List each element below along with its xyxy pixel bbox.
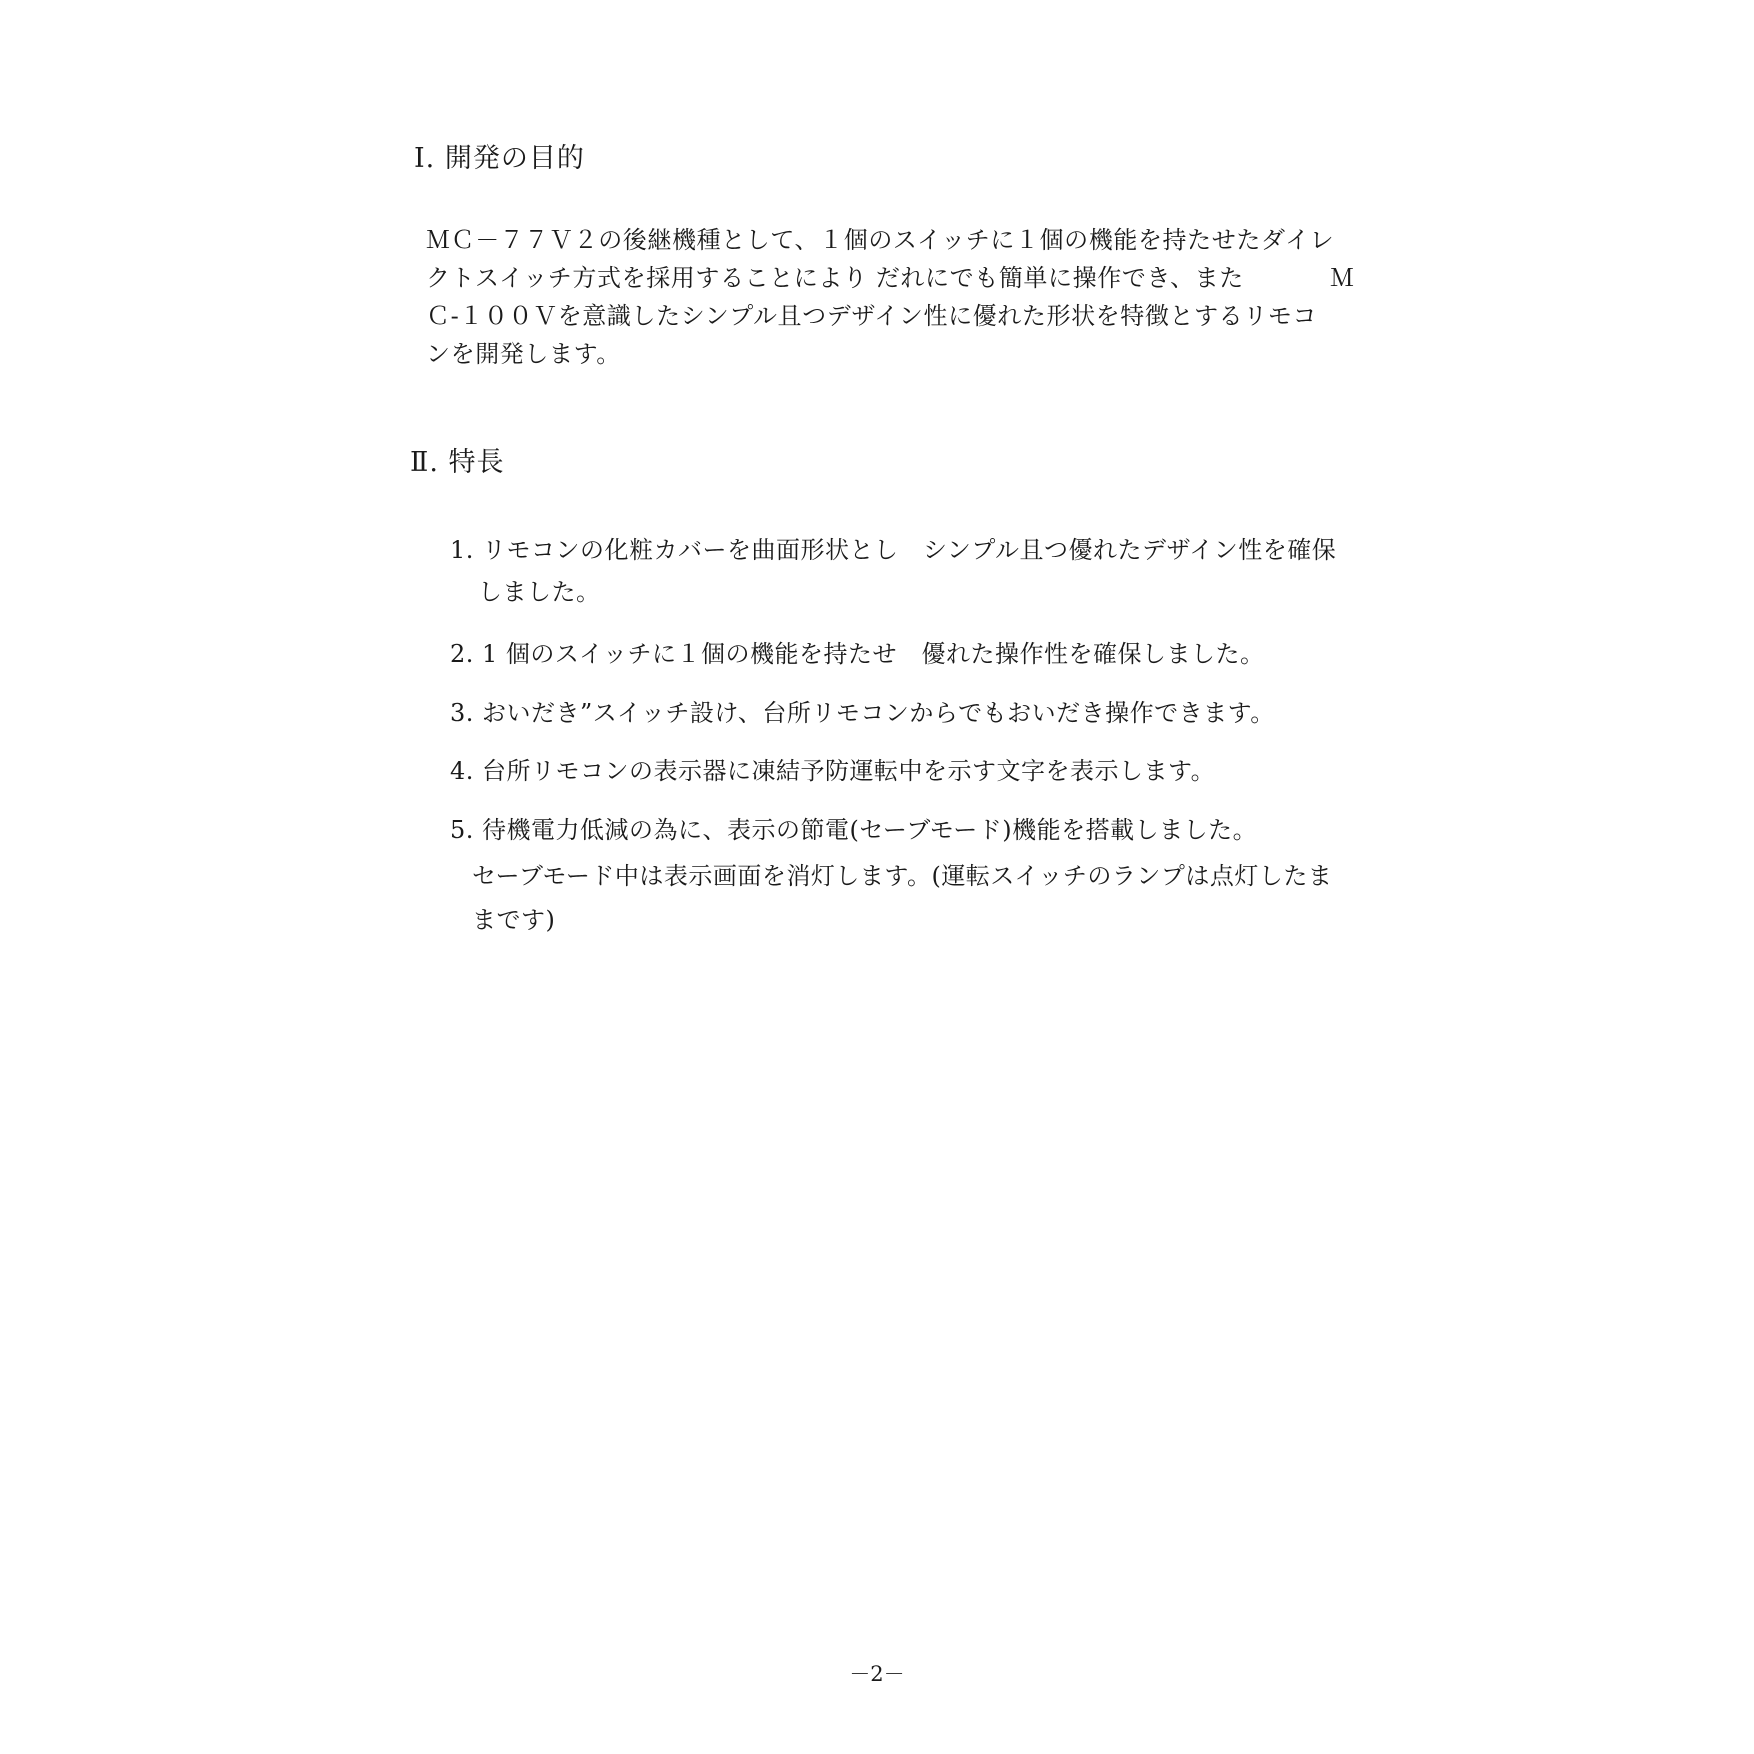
- section-2-heading: Ⅱ. 特長: [410, 447, 505, 478]
- section-1-paragraph-line: ンを開発します。: [426, 340, 621, 368]
- feature-item-5: 5. 待機電力低減の為に、表示の節電(セーブモード)機能を搭載しました。: [450, 816, 1258, 844]
- section-1-paragraph-line: Ｃ-１００Ｖを意識したシンプル且つデザイン性に優れた形状を特徴とするリモコ: [426, 302, 1318, 330]
- feature-item-2: 2. 1 個のスイッチに１個の機能を持たせ 優れた操作性を確保しました。: [450, 640, 1265, 668]
- feature-item-4: 4. 台所リモコンの表示器に凍結予防運転中を示す文字を表示します。: [450, 757, 1216, 785]
- section-1-paragraph-line: ＭＣ－７７Ｖ２の後継機種として、１個のスイッチに１個の機能を持たせたダイレ: [426, 226, 1335, 254]
- section-1-paragraph-line: クトスイッチ方式を採用することにより だれにでも簡単に操作でき、また: [426, 264, 1244, 292]
- feature-item-5-continuation: セーブモード中は表示画面を消灯します。(運転スイッチのランプは点灯したま: [472, 862, 1333, 890]
- feature-item-3: 3. おいだき”スイッチ設け、台所リモコンからでもおいだき操作できます。: [450, 699, 1275, 727]
- feature-item-5-continuation: まです): [472, 906, 556, 934]
- feature-item-1-continuation: しました。: [478, 578, 601, 606]
- feature-item-1: 1. リモコンの化粧カバーを曲面形状とし シンプル且つ優れたデザイン性を確保: [450, 536, 1337, 564]
- page-number: －2－: [849, 1662, 905, 1686]
- section-1-heading: Ⅰ. 開発の目的: [414, 143, 585, 174]
- section-1-paragraph-line-tail: Ｍ: [1330, 264, 1354, 292]
